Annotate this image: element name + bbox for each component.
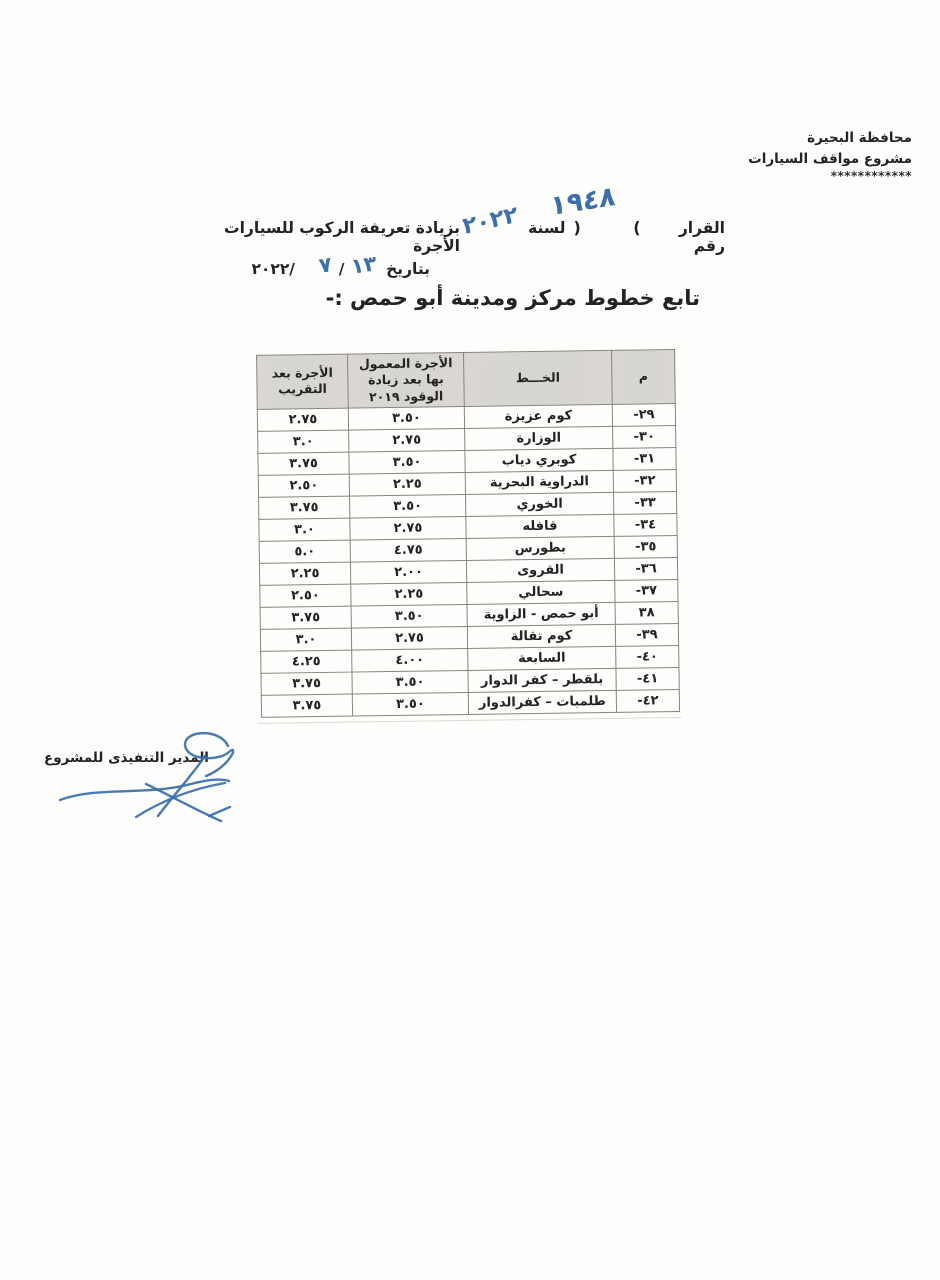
route-name-cell: الخوري xyxy=(466,492,614,516)
row-number-cell: -٣٢ xyxy=(613,469,676,492)
fare-2019-cell: ٣.٥٠ xyxy=(349,450,465,474)
date-separator: / xyxy=(289,260,295,278)
fare-2019-cell: ٢.٧٥ xyxy=(350,516,466,540)
fare-2019-cell: ٣.٥٠ xyxy=(348,406,464,430)
decree-line-2 xyxy=(180,251,725,279)
route-name-cell: بلقطر – كفر الدوار xyxy=(468,668,616,692)
route-name-cell: الوزارة xyxy=(465,426,613,450)
row-number-cell: -٣٥ xyxy=(614,535,677,558)
header-fare-rounded: الأجرة بعد التقريب xyxy=(257,354,349,409)
rounded-fare-cell: ٣.٧٥ xyxy=(259,496,350,519)
rounded-fare-cell: ٣.٧٥ xyxy=(260,606,351,629)
fare-table-body xyxy=(257,403,679,717)
fare-2019-cell: ٣.٥٠ xyxy=(350,494,466,518)
fare-2019-cell: ٢.٢٥ xyxy=(351,582,467,606)
route-name-cell: بطورس xyxy=(466,536,614,560)
paren-open: ( xyxy=(633,218,641,237)
fare-2019-cell: ٣.٥٠ xyxy=(351,604,467,628)
row-number-cell: -٣٠ xyxy=(613,425,676,448)
rounded-fare-cell: ٢.٢٥ xyxy=(259,562,350,585)
rounded-fare-cell: ٢.٥٠ xyxy=(258,474,349,497)
fare-table xyxy=(256,349,680,718)
letterhead-project: مشروع مواقف السيارات xyxy=(748,150,912,167)
row-number-cell: -٢٩ xyxy=(612,403,675,426)
rounded-fare-cell: ٢.٧٥ xyxy=(257,408,348,431)
signature-title: المدير التنفيذى للمشروع xyxy=(44,750,209,766)
route-name-cell: كوبري دياب xyxy=(465,448,613,472)
table-header-row xyxy=(257,350,676,410)
header-fare-2019: الأجرة المعمول بها بعد زيادة الوقود ٢٠١٩ xyxy=(348,352,465,407)
fare-2019-cell: ٢.٧٥ xyxy=(351,626,467,650)
rounded-fare-cell: ٣.٠ xyxy=(260,628,351,651)
row-number-cell: -٣٤ xyxy=(614,513,677,536)
route-name-cell: القروى xyxy=(466,558,614,582)
route-name-cell: قافله xyxy=(466,514,614,538)
route-name-cell: طلمبات – كفرالدوار xyxy=(468,690,616,714)
row-number-cell: -٣٦ xyxy=(614,557,677,580)
date-separator: / xyxy=(338,260,345,278)
fare-table-wrap xyxy=(256,349,681,724)
handwritten-signature xyxy=(28,724,248,834)
row-number-cell: -٤٠ xyxy=(616,645,679,668)
decree-date-year: ٢٠٢٢ xyxy=(251,260,290,278)
scan-shadow-line xyxy=(257,717,681,724)
letterhead-stars: ************ xyxy=(830,168,912,183)
letterhead-governorate: محافظة البحيرة xyxy=(807,130,912,146)
fare-2019-cell: ٢.٢٥ xyxy=(349,472,465,496)
route-name-cell: الدراوية البحرية xyxy=(465,470,613,494)
header-route: الخـــط xyxy=(464,350,613,406)
decree-date-label: بتاريخ xyxy=(386,260,430,278)
row-number-cell: -٤١ xyxy=(616,667,679,690)
row-number-cell: ٣٨ xyxy=(615,601,678,624)
rounded-fare-cell: ٢.٥٠ xyxy=(260,584,351,607)
row-number-cell: -٣٩ xyxy=(615,623,678,646)
row-number-cell: -٤٢ xyxy=(616,689,679,712)
row-number-cell: -٣٣ xyxy=(613,491,676,514)
row-number-cell: -٣٧ xyxy=(615,579,678,602)
route-name-cell: سحالي xyxy=(467,580,615,604)
rounded-fare-cell: ٣.٠ xyxy=(259,518,350,541)
fare-2019-cell: ٢.٧٥ xyxy=(349,428,465,452)
route-name-cell: كوم تقالة xyxy=(467,624,615,648)
fare-2019-cell: ٤.٧٥ xyxy=(350,538,466,562)
handwritten-day: ١٣ xyxy=(349,251,379,279)
handwritten-decree-number: ١٩٤٨ xyxy=(550,180,616,223)
route-name-cell: كوم عزيزة xyxy=(464,404,612,428)
rounded-fare-cell: ٣.٠ xyxy=(258,430,349,453)
row-number-cell: -٣١ xyxy=(613,447,676,470)
route-name-cell: السابعة xyxy=(468,646,616,670)
rounded-fare-cell: ٣.٧٥ xyxy=(261,694,352,717)
rounded-fare-cell: ٤.٢٥ xyxy=(261,650,352,673)
rounded-fare-cell: ٣.٧٥ xyxy=(261,672,352,695)
decree-subject: بزيادة تعريفة الركوب للسيارات الأجرة xyxy=(224,219,460,255)
rounded-fare-cell: ٥.٠ xyxy=(259,540,350,563)
handwritten-month: ٧ xyxy=(317,252,334,278)
fare-2019-cell: ٤.٠٠ xyxy=(352,648,468,672)
letterhead xyxy=(748,128,912,183)
fare-2019-cell: ٢.٠٠ xyxy=(350,560,466,584)
handwritten-year: ٢٠٢٢ xyxy=(461,201,520,241)
header-row-number: م xyxy=(612,350,676,405)
fare-2019-cell: ٣.٥٠ xyxy=(352,692,468,716)
route-name-cell: أبو حمص - الزاوية xyxy=(467,602,615,626)
rounded-fare-cell: ٣.٧٥ xyxy=(258,452,349,475)
paren-close: ) xyxy=(573,218,581,237)
table-row xyxy=(261,689,679,717)
page-title: تابع خطوط مركز ومدينة أبو حمص :- xyxy=(325,286,700,310)
decree-year-word: لسنة xyxy=(528,219,566,237)
decree-label: القرار رقم xyxy=(678,219,725,255)
fare-2019-cell: ٣.٥٠ xyxy=(352,670,468,694)
